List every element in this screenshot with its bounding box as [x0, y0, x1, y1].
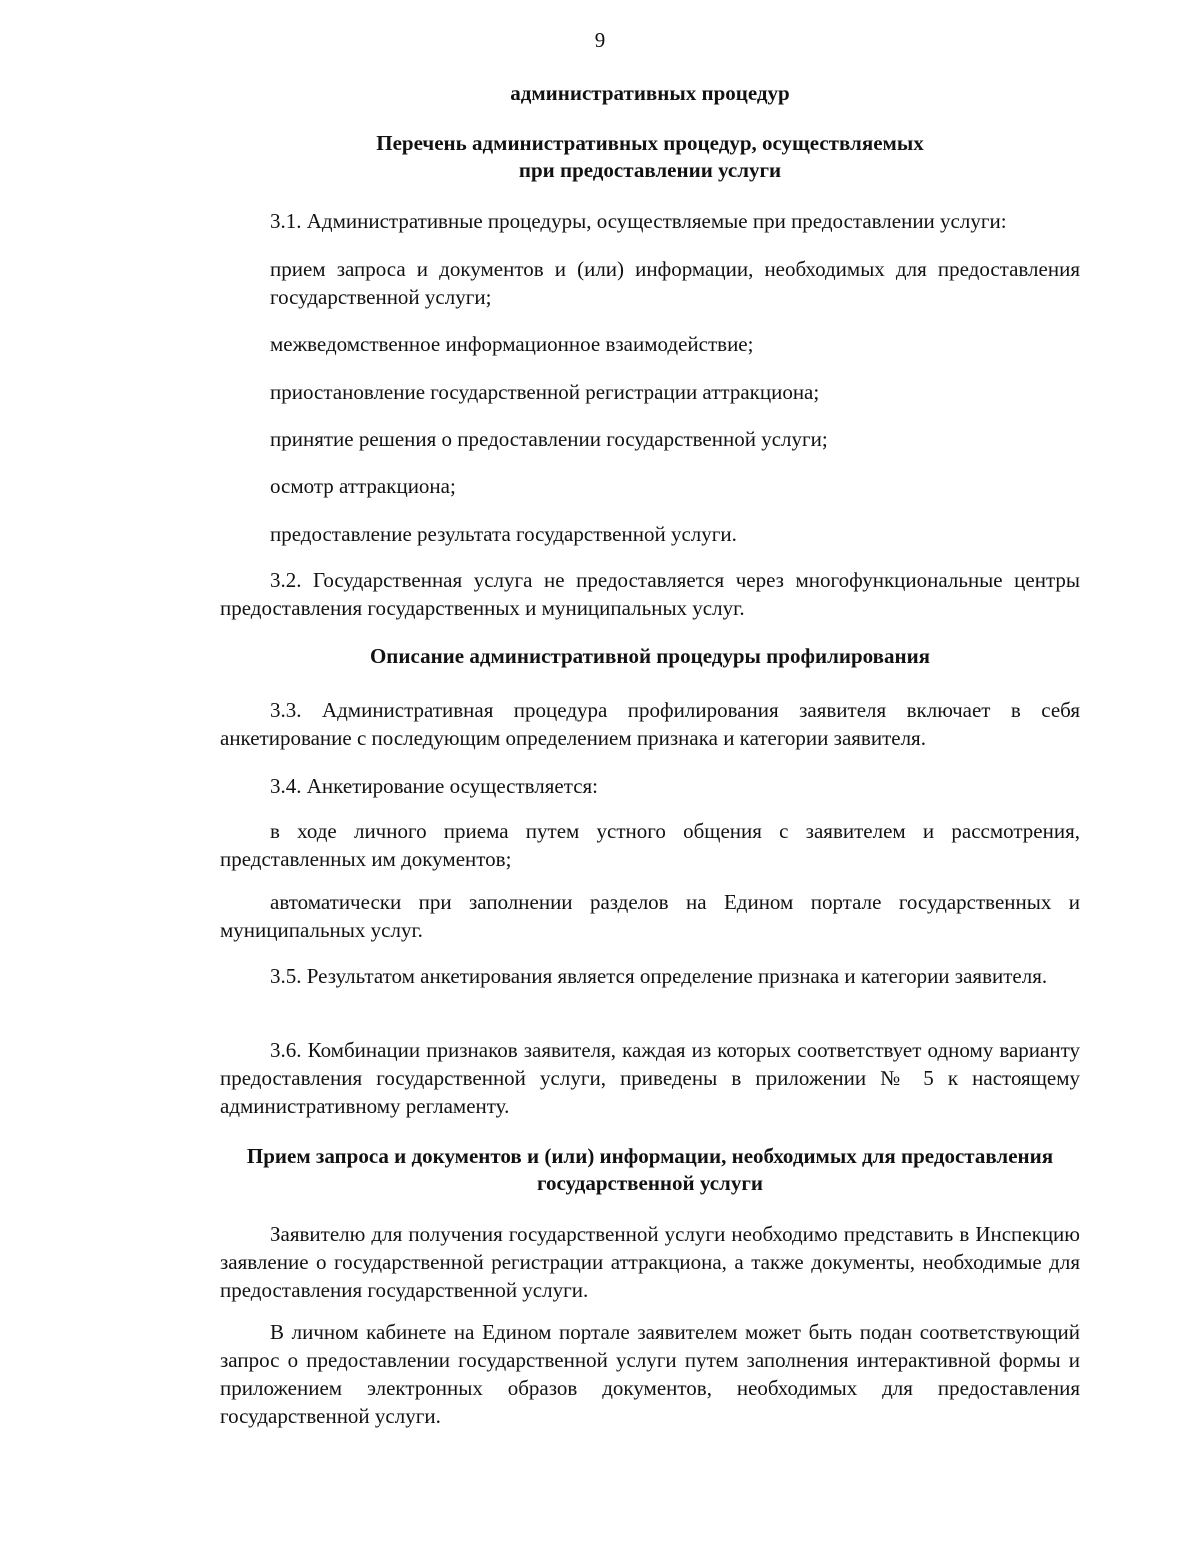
list-item: осмотр аттракциона; — [270, 474, 456, 498]
section-3-5: 3.5. Результатом анкетирования является определение признака и категории заявителя. — [270, 964, 1048, 988]
section-3-4-intro: 3.4. Анкетирование осуществляется: — [270, 774, 599, 798]
reception-paragraph-2: В личном кабинете на Едином портале заявителем может быть подан соответствующий запрос о предоставлении государственной услуги путем заполнения интерактивной формы и приложением электронных образов документов, необходимых для предоставления государственной услуги. — [220, 1320, 1080, 1428]
section-3-6: 3.6. Комбинации признаков заявителя, каждая из которых соответствует одному варианту предоставления государственной услуги, приведены в приложении № 5 к настоящему административному регламенту. — [220, 1038, 1080, 1118]
list-item: в ходе личного приема путем устного общения с заявителем и рассмотрения, представленных им документов; — [220, 819, 1080, 871]
heading-reception-line2: государственной услуги — [537, 1171, 763, 1195]
reception-paragraph-1: Заявителю для получения государственной услуги необходимо представить в Инспекцию заявление о государственной регистрации аттракциона, а также документы, необходимые для предоставления государственной услуги. — [220, 1222, 1080, 1302]
list-item: предоставление результата государственной услуги. — [270, 522, 737, 546]
heading-profiling-description: Описание административной процедуры профилирования — [369, 644, 931, 668]
list-item: принятие решения о предоставлении государственной услуги; — [270, 427, 828, 451]
page-number: 9 — [594, 28, 606, 52]
list-item: межведомственное информационное взаимодействие; — [270, 332, 754, 356]
heading-procedures-list-line1: Перечень административных процедур, осуществляемых — [376, 131, 924, 155]
heading-procedures-list-line2: при предоставлении услуги — [518, 158, 782, 182]
section-3-2: 3.2. Государственная услуга не предоставляется через многофункциональные центры предоставления государственных и муниципальных услуг. — [220, 568, 1080, 620]
section-3-3: 3.3. Административная процедура профилирования заявителя включает в себя анкетирование с последующим определением признака и категории заявителя. — [220, 698, 1080, 750]
heading-reception-line1: Прием запроса и документов и (или) информации, необходимых для предоставления — [246, 1144, 1054, 1168]
list-item: прием запроса и документов и (или) информации, необходимых для предоставления государственной услуги; — [270, 257, 1080, 309]
list-item: автоматически при заполнении разделов на Едином портале государственных и муниципальных услуг. — [220, 890, 1080, 942]
list-item: приостановление государственной регистрации аттракциона; — [270, 380, 820, 404]
heading-administrative-procedures: административных процедур — [510, 81, 790, 105]
section-3-1-intro: 3.1. Административные процедуры, осуществляемые при предоставлении услуги: — [270, 209, 1007, 233]
